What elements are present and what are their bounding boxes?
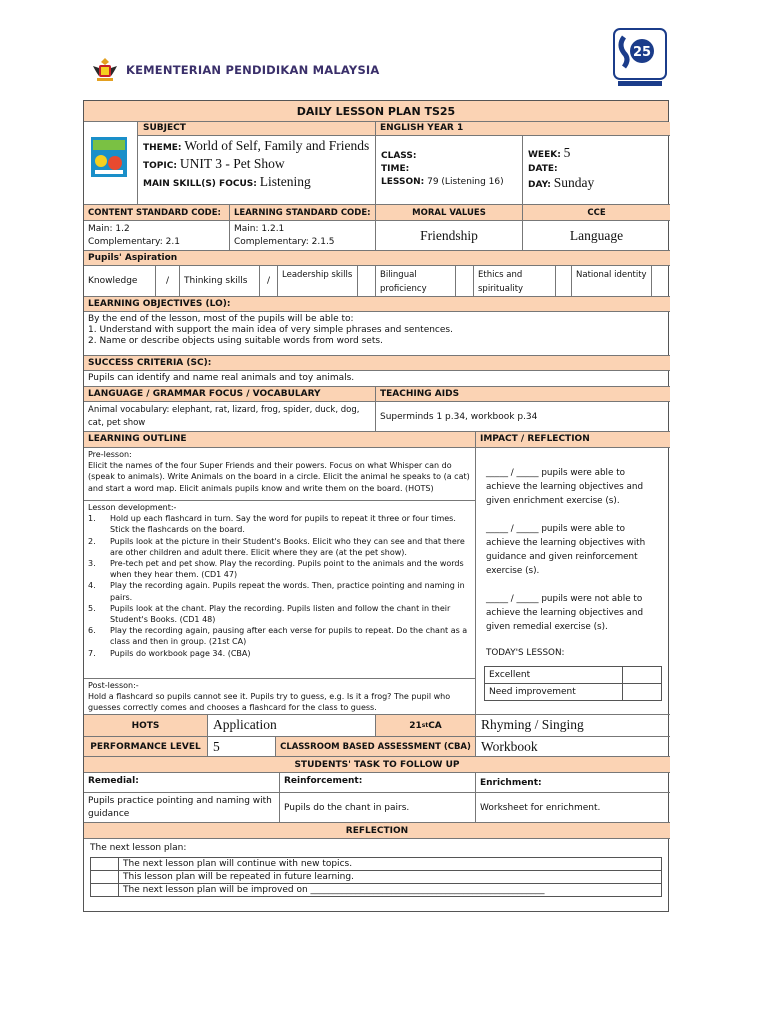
todays-lesson-table xyxy=(484,666,662,701)
week-cell xyxy=(523,136,670,205)
rating-checkbox[interactable] xyxy=(623,667,662,684)
lesson-value: 79 (Listening 16) xyxy=(427,177,504,187)
reflection-table xyxy=(90,857,662,897)
followup-label: STUDENTS' TASK TO FOLLOW UP xyxy=(84,757,670,773)
learning-standard-label: LEARNING STANDARD CODE: xyxy=(230,205,376,221)
table-row xyxy=(91,884,662,897)
ministry-header xyxy=(90,55,390,85)
reinforcement-label: Reinforcement: xyxy=(280,773,476,793)
objective-line: 2. Name or describe objects using suitable words from word sets. xyxy=(88,336,383,347)
impact-cell xyxy=(476,448,670,715)
table-row xyxy=(91,858,662,871)
time-label: TIME: xyxy=(381,164,410,174)
success-text: Pupils can identify and name real animals and toy animals. xyxy=(84,371,670,387)
pre-lesson-text: Elicit the names of the four Super Friends and their powers. Focus on what Whisper can do (speak to animals). Write Animals on the board in a circle. Elicit the animal he speaks to (a cat) and start a word map. Elicit animals pupils know and write them on the board. (HOTS) xyxy=(88,461,470,493)
subject-value: ENGLISH YEAR 1 xyxy=(376,122,670,136)
plan-title: DAILY LESSON PLAN TS25 xyxy=(84,101,668,122)
cce-label: CCE xyxy=(523,205,670,221)
ca-label: 21 st CA xyxy=(376,715,476,737)
reflection-checkbox[interactable] xyxy=(91,858,119,871)
reflection-intro: The next lesson plan: xyxy=(90,843,187,853)
skill-value: Listening xyxy=(259,174,311,189)
reflection-option: The next lesson plan will continue with new topics. xyxy=(119,858,662,871)
aspiration-leadership-mark xyxy=(358,266,376,297)
impact-line: _____ / _____ pupils were able to achieve the learning objectives with guidance and given reinforcement exercise (s). xyxy=(486,524,646,576)
lesson-label: LESSON: xyxy=(381,177,425,187)
learning-main: Main: 1.2.1 xyxy=(234,224,285,234)
aspiration-ethics: Ethics and spirituality xyxy=(474,266,556,297)
development-step: 5. Pupils look at the chant. Play the recording. Pupils listen and follow the chant in their Student's Books. (CD1 48) xyxy=(88,603,451,625)
aspiration-leadership: Leadership skills xyxy=(278,266,358,297)
aspiration-knowledge-mark: / xyxy=(156,266,180,297)
cce-value: Language xyxy=(523,221,670,251)
theme-value: World of Self, Family and Friends xyxy=(184,138,370,153)
rating-label: Excellent xyxy=(485,667,623,684)
ca-value: Rhyming / Singing xyxy=(476,715,670,737)
week-value: 5 xyxy=(563,145,571,160)
aspiration-bilingual-mark xyxy=(456,266,474,297)
development-step: 4. Play the recording again. Pupils repeat the words. Then, practice pointing and naming in pairs. xyxy=(88,581,465,602)
rating-checkbox[interactable] xyxy=(623,684,662,701)
topic-label: TOPIC: xyxy=(143,161,177,171)
topic-value: UNIT 3 - Pet Show xyxy=(179,156,285,171)
rating-label: Need improvement xyxy=(485,684,623,701)
objectives-label: LEARNING OBJECTIVES (LO): xyxy=(84,297,670,312)
table-row xyxy=(485,684,662,701)
development-label: Lesson development:- xyxy=(88,503,177,512)
language-text: Animal vocabulary: elephant, rat, lizard, frog, spider, duck, dog, cat, pet show xyxy=(84,402,376,432)
content-complementary: Complementary: 2.1 xyxy=(88,236,180,247)
class-cell xyxy=(376,136,523,205)
theme-label: THEME: xyxy=(143,143,182,153)
teaching-aids-text: Superminds 1 p.34, workbook p.34 xyxy=(376,402,670,432)
performance-label: PERFORMANCE LEVEL xyxy=(84,737,208,757)
moral-values-label: MORAL VALUES xyxy=(376,205,523,221)
aspiration-bilingual: Bilingual proficiency xyxy=(376,266,456,297)
day-value: Sunday xyxy=(553,175,595,190)
enrichment-text: Worksheet for enrichment. xyxy=(476,793,670,823)
ts25-logo-text: 25 xyxy=(632,45,652,60)
remedial-text: Pupils practice pointing and naming with guidance xyxy=(84,793,280,823)
todays-lesson-label: TODAY'S LESSON: xyxy=(486,648,565,658)
lesson-plan-sheet xyxy=(83,100,669,912)
objectives-text xyxy=(84,312,670,356)
aspiration-national-mark xyxy=(652,266,670,297)
superminds-book-cover-icon xyxy=(91,137,127,177)
content-standard-cell xyxy=(84,221,230,251)
objective-line: By the end of the lesson, most of the pupils will be able to: xyxy=(88,314,354,324)
success-label: SUCCESS CRITERIA (SC): xyxy=(84,356,670,371)
remedial-label: Remedial: xyxy=(84,773,280,793)
development-step: 7. Pupils do workbook page 34. (CBA) xyxy=(88,648,251,658)
post-lesson-cell xyxy=(84,679,476,715)
reflection-checkbox[interactable] xyxy=(91,884,119,897)
theme-topic-cell xyxy=(138,136,376,205)
development-step: 1. Hold up each flashcard in turn. Say the word for pupils to repeat it three or four times. Stick the flashcards on the board. xyxy=(88,514,456,535)
aspiration-thinking-mark: / xyxy=(260,266,278,297)
moral-value: Friendship xyxy=(376,221,523,251)
table-row xyxy=(485,667,662,684)
subject-label: SUBJECT xyxy=(138,122,376,136)
post-lesson-text: Hold a flashcard so pupils cannot see it. Pupils try to guess, e.g. Is it a frog? The pupil who guesses correctly comes and chooses a flashcard for the class to guess. xyxy=(88,692,451,713)
outline-label: LEARNING OUTLINE xyxy=(84,432,476,448)
development-step: 6. Play the recording again, pausing after each verse for pupils to repeat. Do the chant as a class and then in group. (21st CA) xyxy=(88,626,468,647)
aspiration-national: National identity xyxy=(572,266,652,297)
pre-lesson-label: Pre-lesson: xyxy=(88,450,132,459)
language-label: LANGUAGE / GRAMMAR FOCUS / VOCABULARY xyxy=(84,387,376,402)
aspiration-ethics-mark xyxy=(556,266,572,297)
day-label: DAY: xyxy=(528,180,551,190)
class-label: CLASS: xyxy=(381,151,417,161)
week-label: WEEK: xyxy=(528,150,561,160)
aspiration-label: Pupils' Aspiration xyxy=(84,251,670,266)
content-standard-label: CONTENT STANDARD CODE: xyxy=(84,205,230,221)
development-step: 2. Pupils look at the picture in their Student's Books. Elicit who they can see and that there are other children and adult there. Elicit where they are (at the pet show). xyxy=(88,536,465,557)
performance-value: 5 xyxy=(208,737,276,757)
reinforcement-text: Pupils do the chant in pairs. xyxy=(280,793,476,823)
impact-label: IMPACT / REFLECTION xyxy=(476,432,670,448)
pre-lesson-cell xyxy=(84,448,476,501)
content-main: Main: 1.2 xyxy=(88,224,130,234)
reflection-option: This lesson plan will be repeated in future learning. xyxy=(119,871,662,884)
enrichment-label: Enrichment: xyxy=(476,773,670,793)
hots-label: HOTS xyxy=(84,715,208,737)
hots-value: Application xyxy=(208,715,376,737)
objective-line: 1. Understand with support the main idea of very simple phrases and sentences. xyxy=(88,325,453,336)
aspiration-thinking: Thinking skills xyxy=(180,266,260,297)
reflection-label: REFLECTION xyxy=(84,823,670,839)
impact-line: _____ / _____ pupils were not able to achieve the learning objectives and given remedial exercise (s). xyxy=(486,594,644,632)
table-row xyxy=(91,871,662,884)
date-label: DATE: xyxy=(528,164,558,174)
impact-line: _____ / _____ pupils were able to achieve the learning objectives and given enrichment exercise (s). xyxy=(486,468,644,506)
post-lesson-label: Post-lesson:- xyxy=(88,681,139,690)
ts25-logo-icon xyxy=(612,27,668,89)
aspiration-knowledge: Knowledge xyxy=(84,266,156,297)
teaching-aids-label: TEACHING AIDS xyxy=(376,387,670,402)
development-step: 3. Pre-tech pet and pet show. Play the recording. Pupils point to the animals and the words when they hear them. (CD1 47) xyxy=(88,559,464,580)
reflection-option: The next lesson plan will be improved on ____________________________________________________ xyxy=(119,884,662,897)
cba-value: Workbook xyxy=(476,737,670,757)
cba-label: CLASSROOM BASED ASSESSMENT (CBA) xyxy=(276,737,476,757)
development-cell xyxy=(84,501,476,679)
learning-complementary: Complementary: 2.1.5 xyxy=(234,236,335,247)
learning-standard-cell xyxy=(230,221,376,251)
reflection-checkbox[interactable] xyxy=(91,871,119,884)
skill-label: MAIN SKILL(S) FOCUS: xyxy=(143,179,257,189)
malaysia-coat-of-arms-icon xyxy=(90,56,120,84)
book-cover-cell xyxy=(84,122,138,205)
ministry-name: KEMENTERIAN PENDIDIKAN MALAYSIA xyxy=(126,63,380,77)
